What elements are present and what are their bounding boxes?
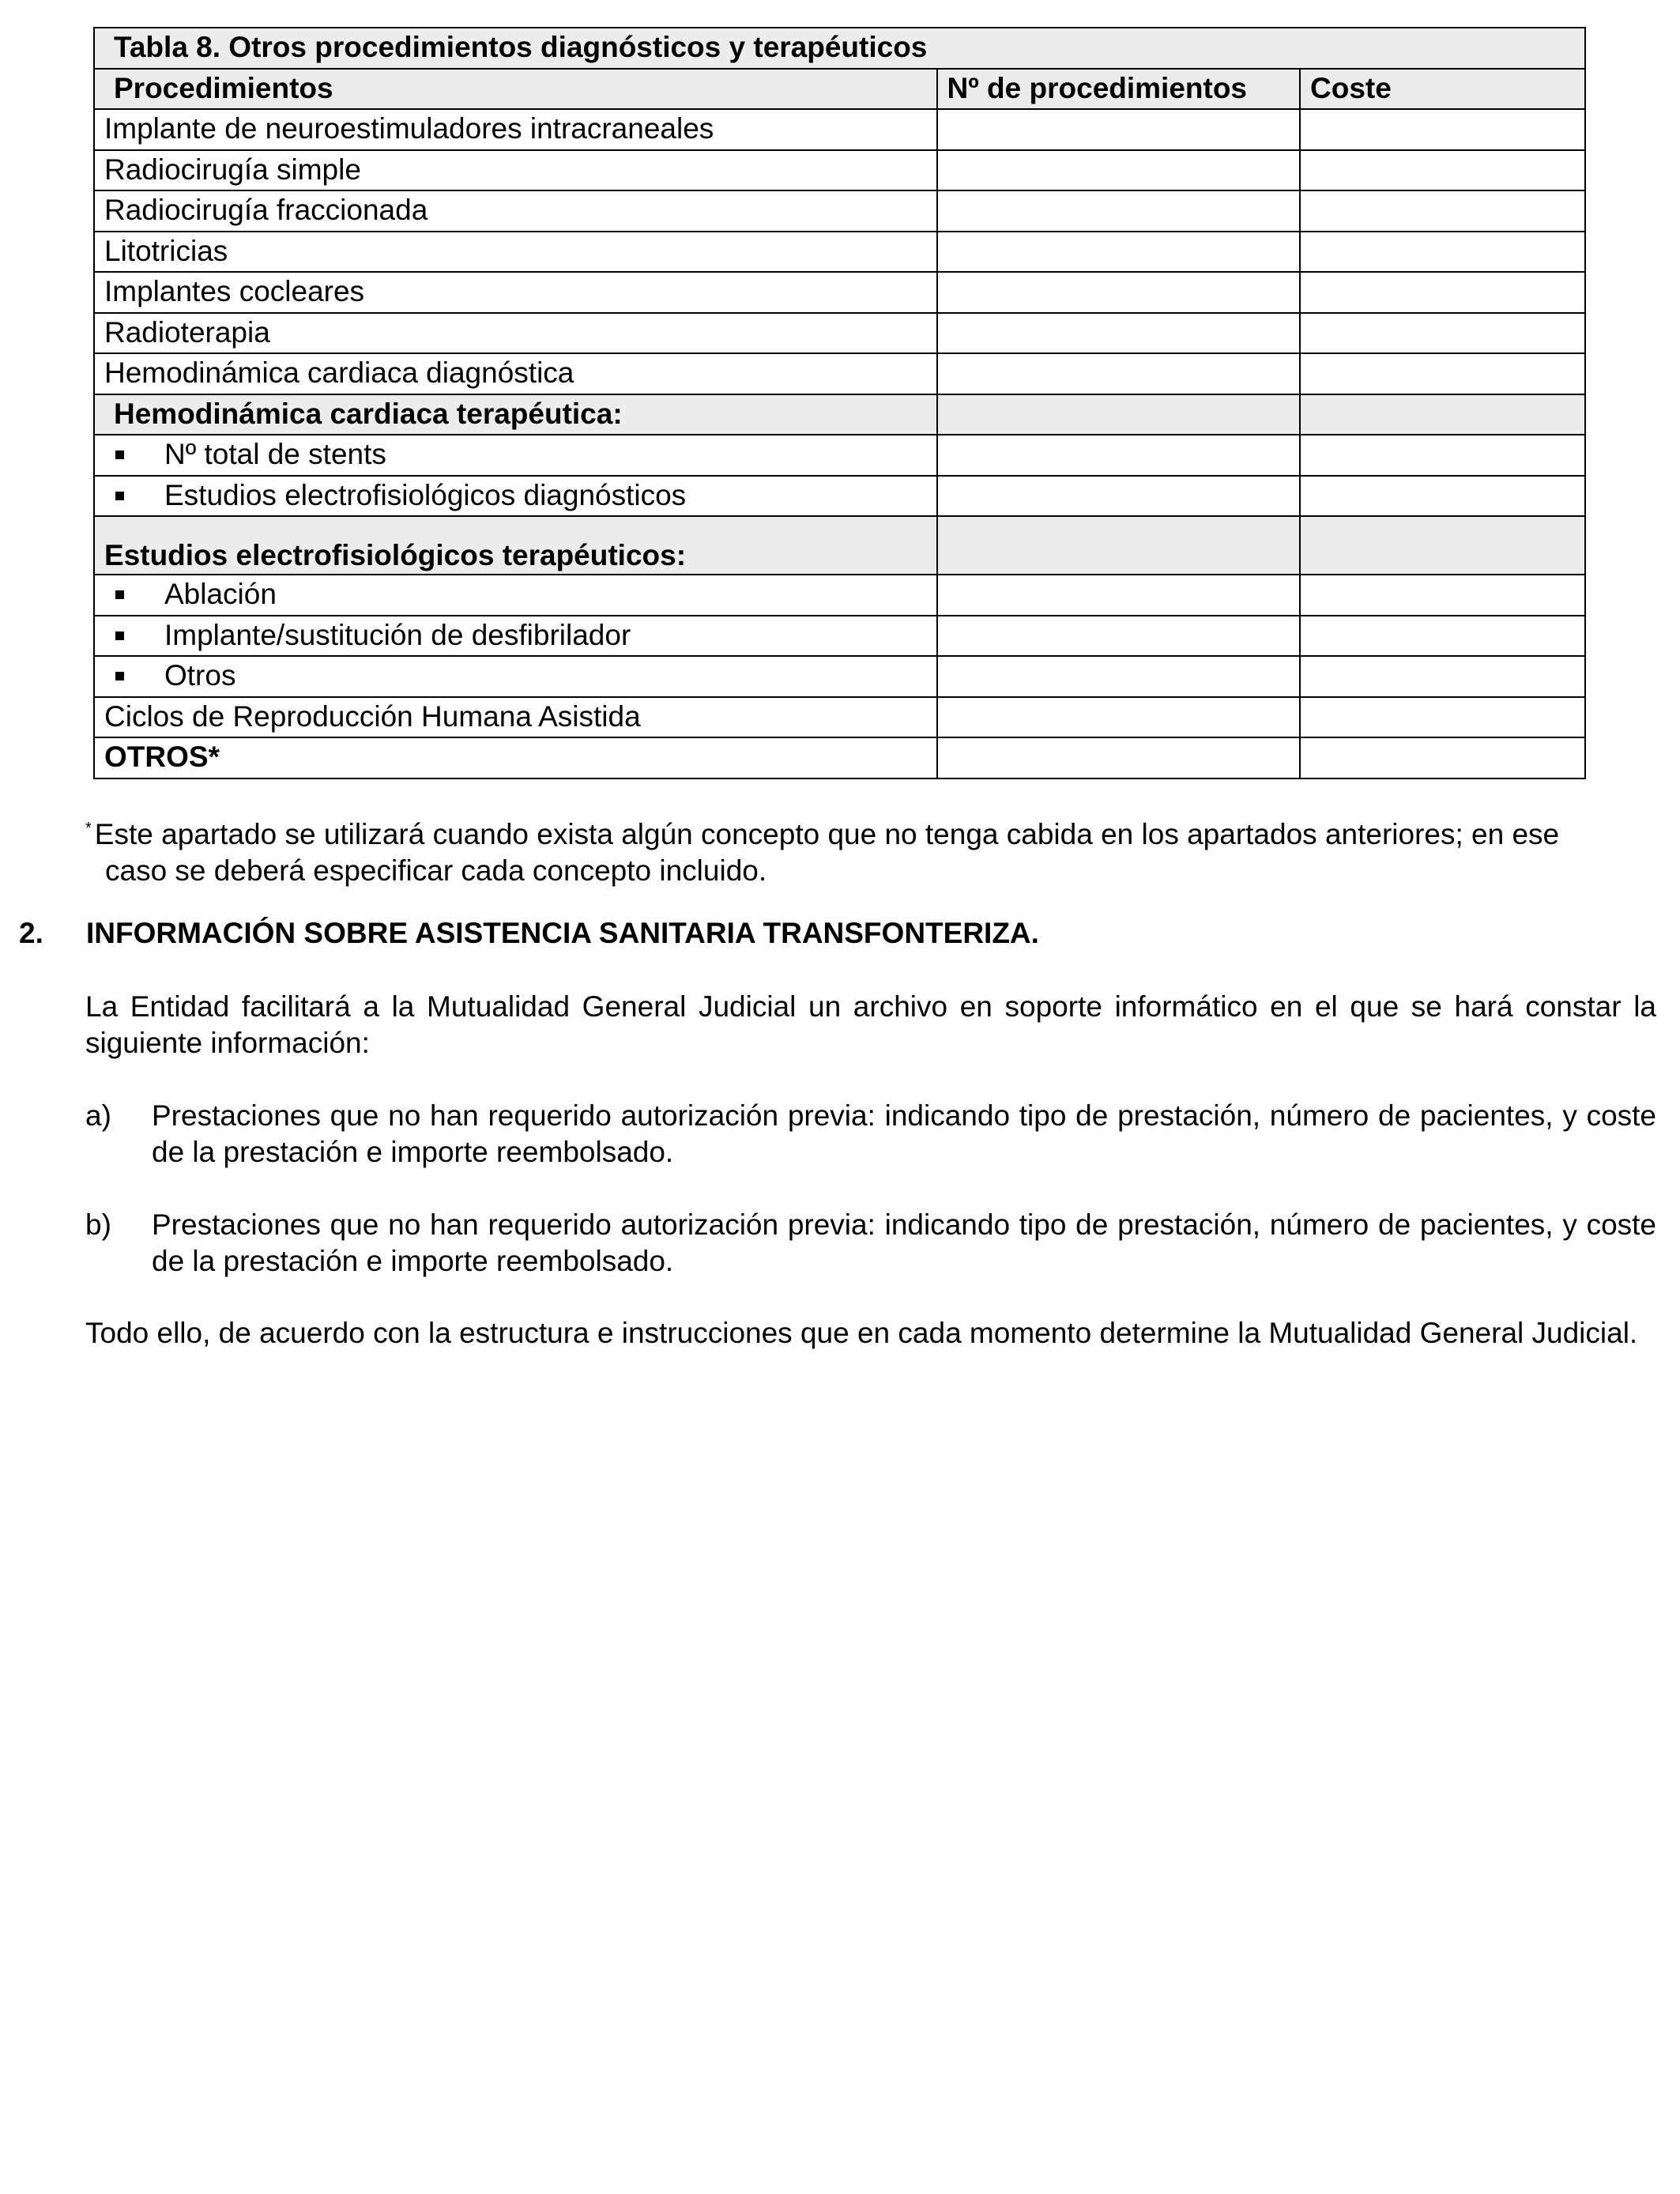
cost-cell xyxy=(1300,476,1585,517)
table-row xyxy=(94,476,1585,517)
list-item-label: b) xyxy=(85,1208,111,1241)
cost-cell xyxy=(1300,313,1585,354)
square-bullet-icon xyxy=(115,492,124,500)
cost-cell xyxy=(1300,656,1585,697)
cost-cell xyxy=(1300,575,1585,616)
group-label: Estudios electrofisiológicos terapéuticos: xyxy=(94,516,937,575)
cost-cell xyxy=(1300,232,1585,273)
bullet-row-label xyxy=(94,575,937,616)
table-row xyxy=(94,737,1585,778)
count-cell xyxy=(937,150,1300,191)
footnote-marker: * xyxy=(85,820,92,837)
row-label: Implante/sustitución de desfibrilador xyxy=(164,618,631,651)
bullet-row-label xyxy=(94,476,937,517)
list-item xyxy=(85,1207,1656,1280)
table-row xyxy=(94,656,1585,697)
count-cell xyxy=(937,616,1300,657)
bullet-row-label xyxy=(94,616,937,657)
count-cell xyxy=(937,272,1300,313)
footnote-line-1: Este apartado se utilizará cuando exista algún concepto que no tenga cabida en los apartados anteriores; en ese xyxy=(94,818,1560,850)
count-cell xyxy=(937,190,1300,232)
cost-cell xyxy=(1300,697,1585,738)
count-cell xyxy=(937,109,1300,150)
count-cell xyxy=(937,232,1300,273)
row-label: Radiocirugía simple xyxy=(94,150,937,191)
list-item-label: a) xyxy=(85,1099,111,1132)
list-item-text: Prestaciones que no han requerido autorización previa: indicando tipo de prestación, número de pacientes, y coste de la prestación e importe reembolsado. xyxy=(152,1208,1656,1277)
square-bullet-icon xyxy=(115,631,124,640)
table-row xyxy=(94,575,1585,616)
header-num-procedimientos: Nº de procedimientos xyxy=(937,69,1300,110)
row-label: OTROS* xyxy=(94,737,937,778)
count-cell xyxy=(937,737,1300,778)
row-label: Litotricias xyxy=(94,232,937,273)
bullet-row-label xyxy=(94,435,937,476)
closing-paragraph: Todo ello, de acuerdo con la estructura e instrucciones que en cada momento determine la Mutualidad General Judicial. xyxy=(85,1317,1638,1349)
procedures-table xyxy=(93,27,1586,779)
row-label: Estudios electrofisiológicos diagnósticos xyxy=(164,478,687,511)
table-group-row xyxy=(94,394,1585,435)
intro-paragraph: La Entidad facilitará a la Mutualidad General Judicial un archivo en soporte informático en el que se hará constar la siguiente información: xyxy=(85,990,1656,1059)
table-title-row xyxy=(94,28,1585,69)
row-label: Implantes cocleares xyxy=(94,272,937,313)
count-cell xyxy=(937,697,1300,738)
table-row xyxy=(94,616,1585,657)
cost-cell xyxy=(1300,516,1585,575)
section-number: 2. xyxy=(19,917,43,949)
table-footnote xyxy=(85,810,1666,889)
table-row xyxy=(94,272,1585,313)
section-heading xyxy=(19,917,1039,950)
row-label: Radioterapia xyxy=(94,313,937,354)
cost-cell xyxy=(1300,616,1585,657)
cost-cell xyxy=(1300,272,1585,313)
row-label: Otros xyxy=(164,659,236,692)
count-cell xyxy=(937,394,1300,435)
section-title: INFORMACIÓN SOBRE ASISTENCIA SANITARIA TRANSFONTERIZA. xyxy=(86,917,1039,949)
cost-cell xyxy=(1300,394,1585,435)
table-group-row xyxy=(94,516,1585,575)
row-label: Radiocirugía fraccionada xyxy=(94,190,937,232)
table-row xyxy=(94,109,1585,150)
table-row xyxy=(94,190,1585,232)
cost-cell xyxy=(1300,190,1585,232)
table-header-row xyxy=(94,69,1585,110)
table-title: Tabla 8. Otros procedimientos diagnósticos y terapéuticos xyxy=(94,28,1585,69)
table-row xyxy=(94,313,1585,354)
cost-cell xyxy=(1300,150,1585,191)
count-cell xyxy=(937,575,1300,616)
cost-cell xyxy=(1300,109,1585,150)
count-cell xyxy=(937,353,1300,394)
row-label: Ciclos de Reproducción Humana Asistida xyxy=(94,697,937,738)
row-label: Hemodinámica cardiaca diagnóstica xyxy=(94,353,937,394)
table-row xyxy=(94,353,1585,394)
square-bullet-icon xyxy=(115,590,124,599)
table-row xyxy=(94,150,1585,191)
square-bullet-icon xyxy=(115,672,124,680)
table-row xyxy=(94,697,1585,738)
row-label: Ablación xyxy=(164,578,277,611)
row-label: Nº total de stents xyxy=(164,438,386,471)
list-item-text: Prestaciones que no han requerido autorización previa: indicando tipo de prestación, número de pacientes, y coste de la prestación e importe reembolsado. xyxy=(152,1099,1656,1168)
count-cell xyxy=(937,313,1300,354)
count-cell xyxy=(937,656,1300,697)
row-label: Implante de neuroestimuladores intracraneales xyxy=(94,109,937,150)
cost-cell xyxy=(1300,353,1585,394)
table-row xyxy=(94,232,1585,273)
bullet-row-label xyxy=(94,656,937,697)
group-label: Hemodinámica cardiaca terapéutica: xyxy=(94,394,937,435)
list-item xyxy=(85,1098,1656,1171)
header-procedimientos: Procedimientos xyxy=(94,69,937,110)
header-coste: Coste xyxy=(1300,69,1585,110)
square-bullet-icon xyxy=(115,450,124,459)
count-cell xyxy=(937,435,1300,476)
cost-cell xyxy=(1300,435,1585,476)
footnote-line-2: caso se deberá especificar cada concepto incluido. xyxy=(105,854,767,887)
cost-cell xyxy=(1300,737,1585,778)
table-row xyxy=(94,435,1585,476)
count-cell xyxy=(937,516,1300,575)
count-cell xyxy=(937,476,1300,517)
